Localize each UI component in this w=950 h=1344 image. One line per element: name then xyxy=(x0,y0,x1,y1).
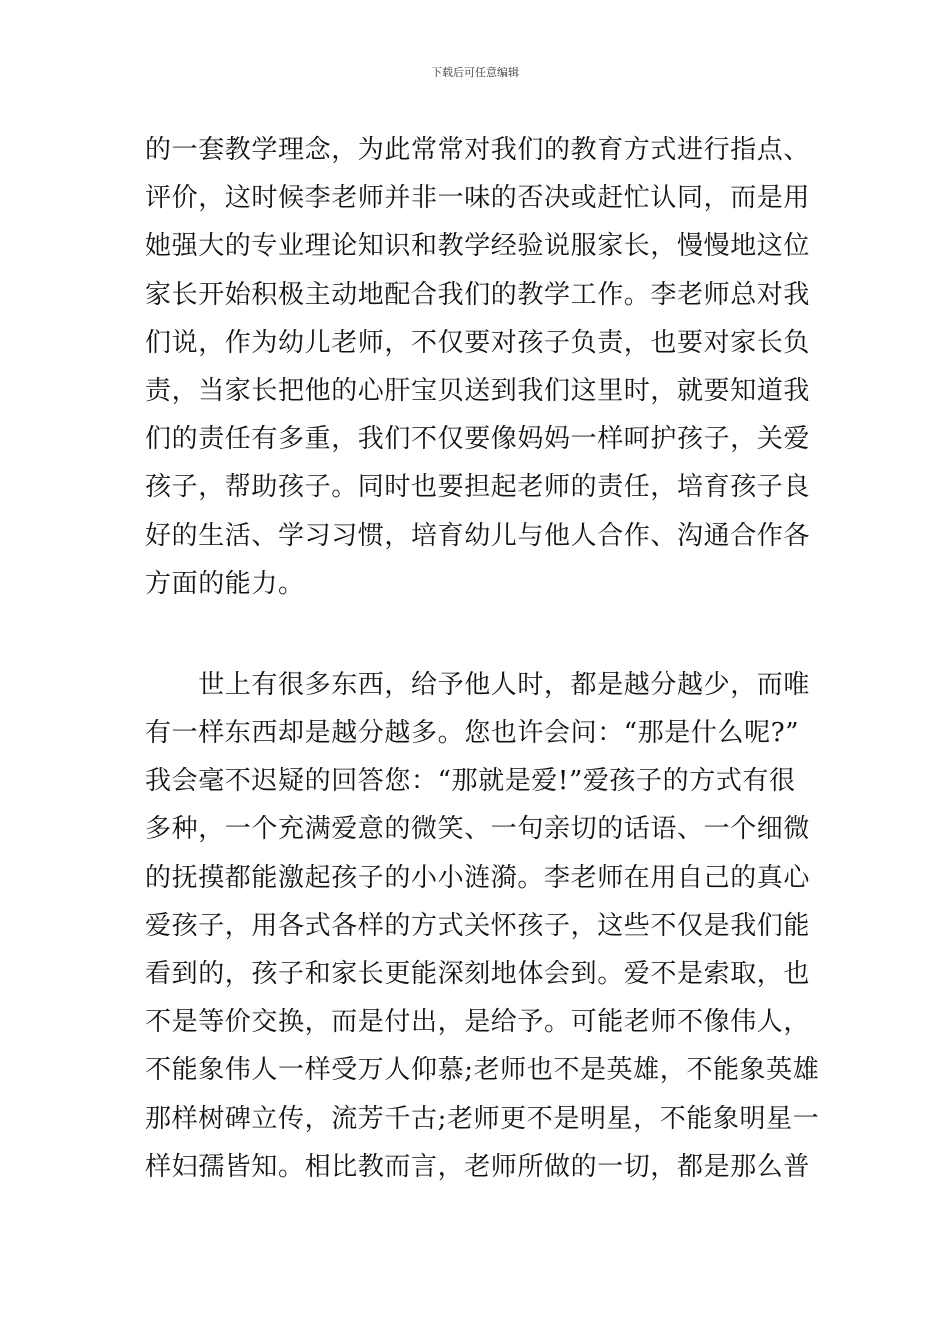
paragraph-1 xyxy=(145,126,815,608)
text-line: 不能象伟人一样受万人仰慕;老师也不是英雄，不能象英雄 xyxy=(145,1055,820,1086)
text-line: 爱孩子，用各式各样的方式关怀孩子，这些不仅是我们能 xyxy=(145,910,811,941)
text-line: 那样树碑立传，流芳千古;老师更不是明星，不能象明星一 xyxy=(145,1103,820,1134)
text-line: 有一样东西却是越分越多。您也许会问：“那是什么呢?” xyxy=(145,718,800,749)
text-line: 孩子，帮助孩子。同时也要担起老师的责任，培育孩子良 xyxy=(145,472,811,503)
text-line: 方面的能力。 xyxy=(145,568,305,599)
text-line: 不是等价交换，而是付出，是给予。可能老师不像伟人， xyxy=(145,1007,811,1038)
text-line: 多种，一个充满爱意的微笑、一句亲切的话语、一个细微 xyxy=(145,814,811,845)
text-line: 责，当家长把他的心肝宝贝送到我们这里时，就要知道我 xyxy=(145,375,811,406)
text-line: 她强大的专业理论知识和教学经验说服家长，慢慢地这位 xyxy=(145,231,811,262)
text-line: 们说，作为幼儿老师，不仅要对孩子负责，也要对家长负 xyxy=(145,327,811,358)
text-line: 家长开始积极主动地配合我们的教学工作。李老师总对我 xyxy=(145,279,811,310)
text-line: 们的责任有多重，我们不仅要像妈妈一样呵护孩子，关爱 xyxy=(145,424,811,455)
text-line: 看到的，孩子和家长更能深刻地体会到。爱不是索取，也 xyxy=(145,959,811,989)
text-line: 的一套教学理念，为此常常对我们的教育方式进行指点、 xyxy=(145,135,811,165)
document-body xyxy=(145,126,820,1191)
text-line: 的抚摸都能激起孩子的小小涟漪。李老师在用自己的真心 xyxy=(145,862,811,893)
paragraph-gap xyxy=(145,608,815,661)
text-line: 我会毫不迟疑的回答您：“那就是爱!”爱孩子的方式有很 xyxy=(145,766,796,797)
text-line: 好的生活、学习习惯，培育幼儿与他人合作、沟通合作各 xyxy=(145,520,811,551)
text-line: 评价，这时候李老师并非一味的否决或赶忙认同，而是用 xyxy=(145,183,811,214)
text-line: 样妇孺皆知。相比教而言，老师所做的一切，都是那么普 xyxy=(145,1151,811,1182)
page-header: 下载后可任意编辑 xyxy=(431,66,519,79)
text-line: 世上有很多东西，给予他人时，都是越分越少，而唯 xyxy=(145,669,811,700)
paragraph-2 xyxy=(145,661,820,1191)
